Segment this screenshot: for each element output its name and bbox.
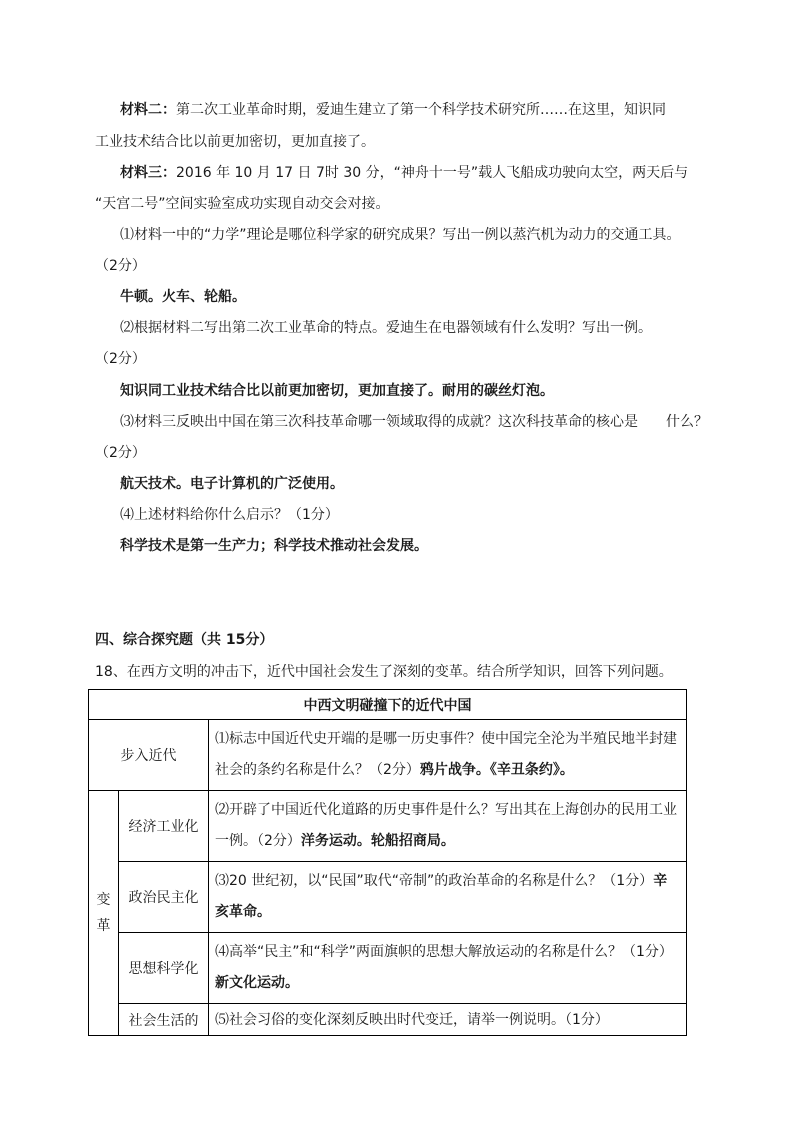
row-question: ⑷高举“民主”和“科学”两面旗帜的思想大解放运动的名称是什么？（1分）	[215, 944, 673, 960]
row-question-cell	[209, 791, 687, 862]
table-row	[89, 720, 687, 791]
row-label: 政治民主化	[119, 862, 209, 933]
table-row	[89, 933, 687, 1004]
row-answer: 新文化运动。	[215, 975, 299, 991]
row-answer: 洋务运动。轮船招商局。	[300, 833, 455, 849]
material2-line1	[120, 100, 666, 120]
row-question-cell	[209, 933, 687, 1004]
answer-3: 航天技术。电子计算机的广泛使用。	[120, 476, 344, 492]
group-label-char-1: 变	[96, 892, 111, 908]
material3-line2: “天宫二号”空间实验室成功实现自动交会对接。	[95, 196, 390, 212]
row-question-cell	[209, 862, 687, 933]
question-3: ⑶材料三反映出中国在第三次科技革命哪一领域取得的成就？这次科技革命的核心是	[120, 414, 638, 430]
section4-intro: 18、在西方文明的冲击下，近代中国社会发生了深刻的变革。结合所学知识，回答下列问题。	[95, 664, 673, 680]
answer-4: 科学技术是第一生产力；科学技术推动社会发展。	[120, 538, 428, 554]
material2-text1: 第二次工业革命时期，爱迪生建立了第一个科学技术研究所……在这里，知识同	[176, 102, 666, 118]
row-answer: 鸦片战争。《辛丑条约》。	[419, 762, 574, 778]
table-title: 中西文明碰撞下的近代中国	[89, 690, 687, 720]
question-3-score: （2分）	[95, 445, 146, 461]
row-label-entering-modern: 步入近代	[89, 720, 209, 791]
material3-line1	[120, 163, 688, 183]
question-1: ⑴材料一中的“力学”理论是哪位科学家的研究成果？写出一例以蒸汽机为动力的交通工具。	[120, 227, 681, 243]
row-question: ⑵开辟了中国近代化道路的历史事件是什么？写出其在上海创办的民用工业一例。（2分）	[215, 802, 677, 849]
material2-line2: 工业技术结合比以前更加密切，更加直接了。	[95, 134, 375, 150]
answer-2: 知识同工业技术结合比以前更加密切，更加直接了。耐用的碳丝灯泡。	[120, 383, 554, 399]
row-question-cell	[209, 1004, 687, 1036]
question-4: ⑷上述材料给你什么启示？（1分）	[120, 507, 339, 523]
answer-1: 牛顿。火车、轮船。	[120, 289, 246, 305]
material3-label: 材料三：	[120, 165, 176, 181]
row-question: ⑴标志中国近代史开端的是哪一历史事件？使中国完全沦为半殖民地半封建社会的条约名称是什么？（2分）	[215, 731, 677, 778]
row-label: 社会生活的	[119, 1004, 209, 1036]
group-label-char-2: 革	[96, 918, 111, 934]
section4-heading: 四、综合探究题（共 15分）	[95, 632, 274, 648]
table-row	[89, 862, 687, 933]
question-3-tail: 什么？	[666, 414, 708, 430]
row-question: ⑶20 世纪初，以“民国”取代“帝制”的政治革命的名称是什么？（1分）	[215, 873, 654, 889]
group-label-reform	[89, 791, 119, 1036]
history-table	[88, 689, 687, 1036]
row-label: 经济工业化	[119, 791, 209, 862]
question-1-score: （2分）	[95, 258, 146, 274]
question-2: ⑵根据材料二写出第二次工业革命的特点。爱迪生在电器领域有什么发明？写出一例。	[120, 320, 652, 336]
question-2-score: （2分）	[95, 351, 146, 367]
table-title-row	[89, 690, 687, 720]
material3-text1: 2016 年 10 月 17 日 7时 30 分，“神舟十一号”载人飞船成功驶向太空，两天后与	[176, 165, 689, 181]
row-answer: 辛亥革命。	[215, 873, 668, 920]
table-row	[89, 1004, 687, 1036]
material2-label: 材料二：	[120, 102, 176, 118]
row-question: ⑸社会习俗的变化深刻反映出时代变迁，请举一例说明。（1分）	[215, 1011, 609, 1028]
row-label: 思想科学化	[119, 933, 209, 1004]
table-row	[89, 791, 687, 862]
row-question-cell	[209, 720, 687, 791]
